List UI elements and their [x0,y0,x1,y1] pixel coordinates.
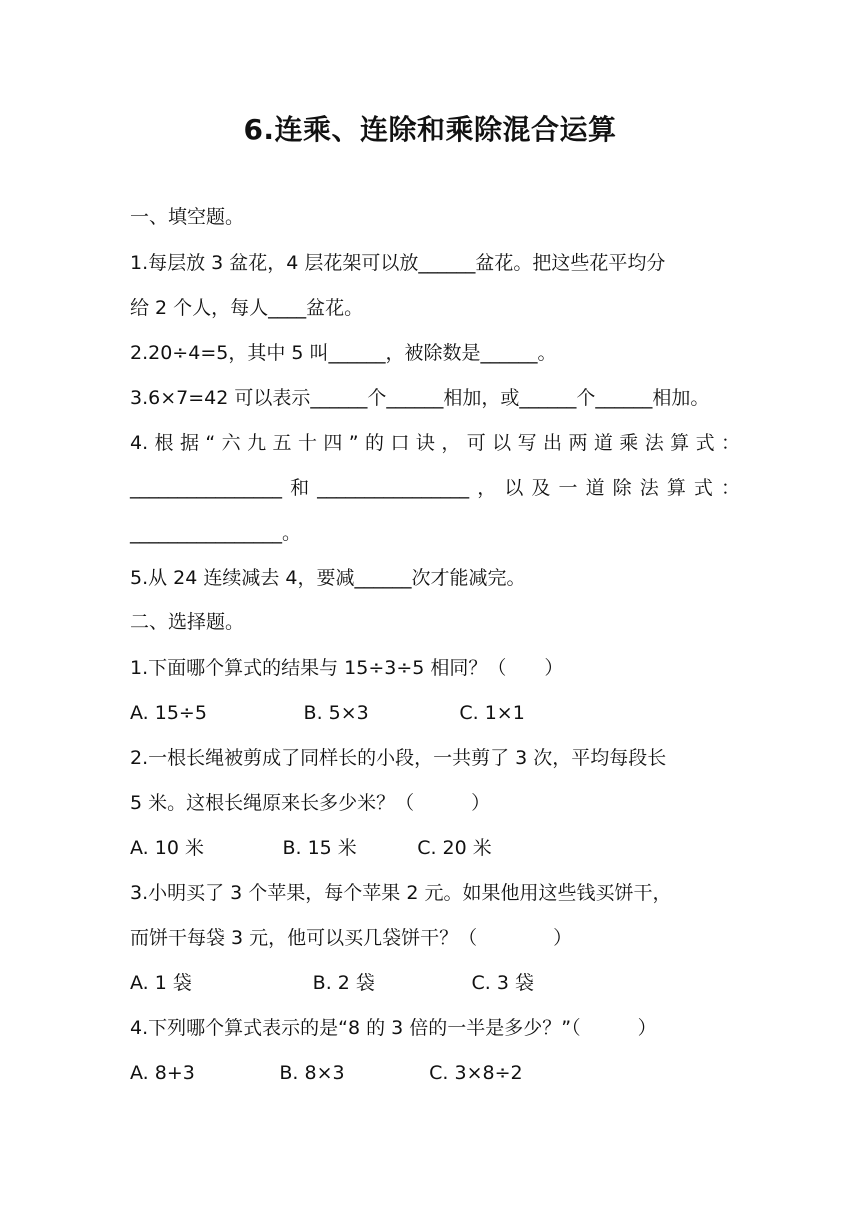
question-fill-1-line-2: 给 2 个人，每人____盆花。 [130,297,364,319]
question-choice-1-options: A. 15÷5 B. 5×3 C. 1×1 [130,702,525,724]
question-fill-3: 3.6×7=42 可以表示______个______相加，或______个______相加。 [130,387,710,409]
question-choice-3-line-1: 3.小明买了 3 个苹果，每个苹果 2 元。如果他用这些钱买饼干， [130,882,672,904]
question-choice-2-line-1: 2.一根长绳被剪成了同样长的小段，一共剪了 3 次，平均每段长 [130,747,667,769]
question-choice-4-options: A. 8+3 B. 8×3 C. 3×8÷2 [130,1062,523,1084]
question-fill-4-line-1: 4.根据“六九五十四”的口诀，可以写出两道乘法算式： [130,432,740,454]
question-fill-4-line-3: ________________。 [130,522,302,544]
question-choice-3-line-2: 而饼干每袋 3 元，他可以买几袋饼干？（ ） [130,927,573,949]
page-title: 6.连乘、连除和乘除混合运算 [243,113,617,146]
question-choice-4: 4.下列哪个算式表示的是“8 的 3 倍的一半是多少？”（ ） [130,1017,657,1039]
section-heading-fill-in: 一、填空题。 [130,206,245,228]
question-choice-1: 1.下面哪个算式的结果与 15÷3÷5 相同？（ ） [130,657,564,679]
question-fill-4-line-2: ________________和________________，以及一道除法算式： [130,477,740,499]
question-choice-2-line-2: 5 米。这根长绳原来长多少米？（ ） [130,792,491,814]
question-fill-2: 2.20÷4=5，其中 5 叫______，被除数是______。 [130,342,557,364]
question-choice-3-options: A. 1 袋 B. 2 袋 C. 3 袋 [130,972,535,994]
question-fill-5: 5.从 24 连续减去 4，要减______次才能减完。 [130,567,526,589]
section-heading-choice: 二、选择题。 [130,611,245,633]
question-choice-2-options: A. 10 米 B. 15 米 C. 20 米 [130,837,492,859]
question-fill-1-line-1: 1.每层放 3 盆花，4 层花架可以放______盆花。把这些花平均分 [130,252,666,274]
